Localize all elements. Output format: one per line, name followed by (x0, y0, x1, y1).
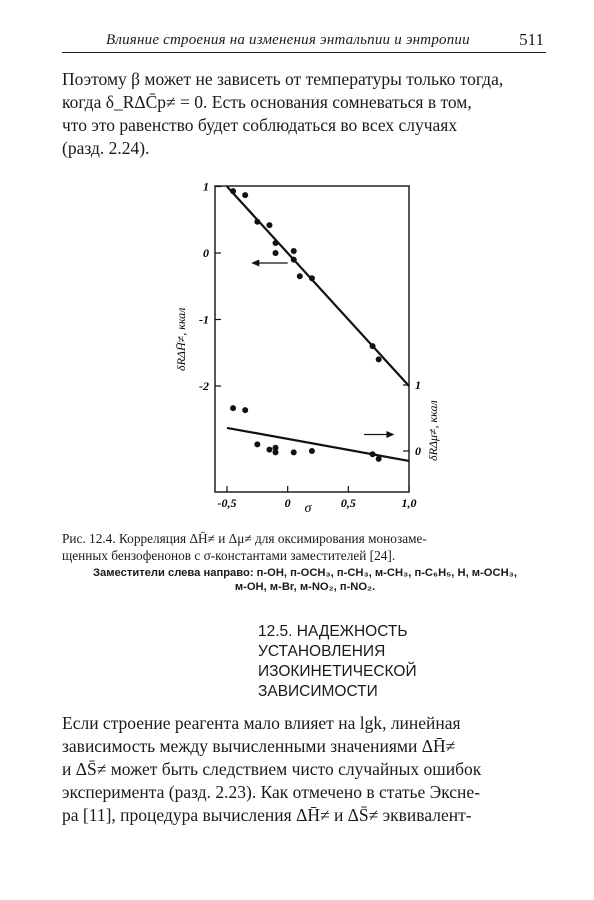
data-point-left (273, 240, 279, 246)
plot-frame (215, 186, 409, 492)
data-point-right (291, 449, 297, 455)
paragraph-bottom (62, 712, 548, 827)
section-heading-line: 12.5. НАДЕЖНОСТЬ (258, 623, 408, 640)
y-left-tick-label: 1 (203, 179, 209, 194)
left-axis-label: δRΔH̄≠, ккал (174, 307, 188, 371)
data-point-left (291, 248, 297, 254)
section-heading (258, 622, 538, 702)
paragraph-top (62, 68, 548, 160)
axis-ticks (215, 187, 409, 493)
data-point-right (242, 407, 248, 413)
section-heading-line: ИЗОКИНЕТИЧЕСКОЙ (258, 663, 417, 680)
substituents-line: м-OH, м-Br, м-NO₂, п-NO₂. (234, 581, 376, 593)
y-right-tick-label: 0 (415, 444, 421, 458)
paragraph-line: зависимость между вычисленными значениями ΔH̄≠ (62, 736, 456, 756)
data-point-left (242, 192, 248, 198)
paragraph-line: эксперимента (разд. 2.23). Как отмечено в статье Экснe- (62, 782, 481, 802)
left-axis-arrowhead (251, 259, 259, 266)
paragraph-line: Поэтому β может не зависеть от температуры только тогда, (62, 69, 504, 89)
fit-line-left (227, 187, 409, 387)
data-point-left (254, 219, 260, 225)
data-point-left (291, 257, 297, 263)
paragraph-line: и ΔS̄≠ может быть следствием чисто случайных ошибок (62, 759, 482, 779)
data-point-left (273, 250, 279, 256)
data-point-right (309, 448, 315, 454)
paragraph-line: ра [11], процедура вычисления ΔH̄≠ и ΔS̄≠ эквивалент- (62, 805, 472, 825)
axis-tick-labels (199, 180, 421, 511)
data-point-left (297, 273, 303, 279)
x-tick-label: 0 (284, 496, 291, 510)
y-right-tick-label: 1 (415, 378, 421, 392)
caption-line: щенных бензофенонов с σ-константами заместителей [24]. (62, 548, 396, 563)
data-point-right (254, 441, 260, 447)
substituents-note (62, 566, 548, 594)
section-heading-line: ЗАВИСИМОСТИ (258, 683, 378, 700)
fit-lines (227, 187, 409, 461)
data-point-right (370, 451, 376, 457)
y-left-tick-label: 0 (203, 246, 209, 260)
correlation-figure (165, 176, 455, 516)
data-points (230, 188, 382, 462)
data-point-left (309, 275, 315, 281)
section-heading-line: УСТАНОВЛЕНИЯ (258, 643, 386, 660)
page-number: 511 (519, 30, 544, 49)
paragraph-line: что это равенство будет соблюдаться во всех случаях (62, 115, 458, 135)
data-point-right (266, 447, 272, 453)
caption-line: Рис. 12.4. Корреляция ΔH̄≠ и Δμ≠ для оксимирования монозаме- (62, 531, 427, 546)
data-point-left (266, 222, 272, 228)
x-axis-label: σ (304, 501, 312, 516)
running-header-title: Влияние строения на изменения энтальпии и энтропии (106, 32, 470, 48)
right-axis-arrowhead (386, 431, 394, 438)
y-left-tick-label: -1 (199, 312, 209, 327)
fit-line-right (227, 428, 409, 461)
running-header (62, 30, 546, 53)
data-point-left (370, 343, 376, 349)
y-left-tick-label: -2 (199, 379, 209, 393)
data-point-right (273, 449, 279, 455)
data-point-left (230, 188, 236, 194)
paragraph-line: (разд. 2.24). (62, 138, 150, 158)
paragraph-line: Если строение реагента мало влияет на lgk, линейная (62, 713, 461, 733)
data-point-right (230, 405, 236, 411)
data-point-right (376, 456, 382, 462)
paragraph-line: когда δ_RΔC̄p≠ = 0. Есть основания сомневаться в том, (62, 92, 472, 112)
substituents-line: Заместители слева направо: п-OH, п-OCH₃, п-CH₃, м-CH₃, п-C₆H₅, H, м-OCH₃, (93, 567, 517, 579)
figure-caption (62, 530, 548, 564)
x-tick-label: 1,0 (401, 496, 417, 510)
x-tick-label: -0,5 (217, 496, 237, 510)
right-axis-label: δRΔμ≠, ккал (426, 400, 440, 461)
x-tick-label: 0,5 (340, 496, 356, 510)
data-point-left (376, 356, 382, 362)
